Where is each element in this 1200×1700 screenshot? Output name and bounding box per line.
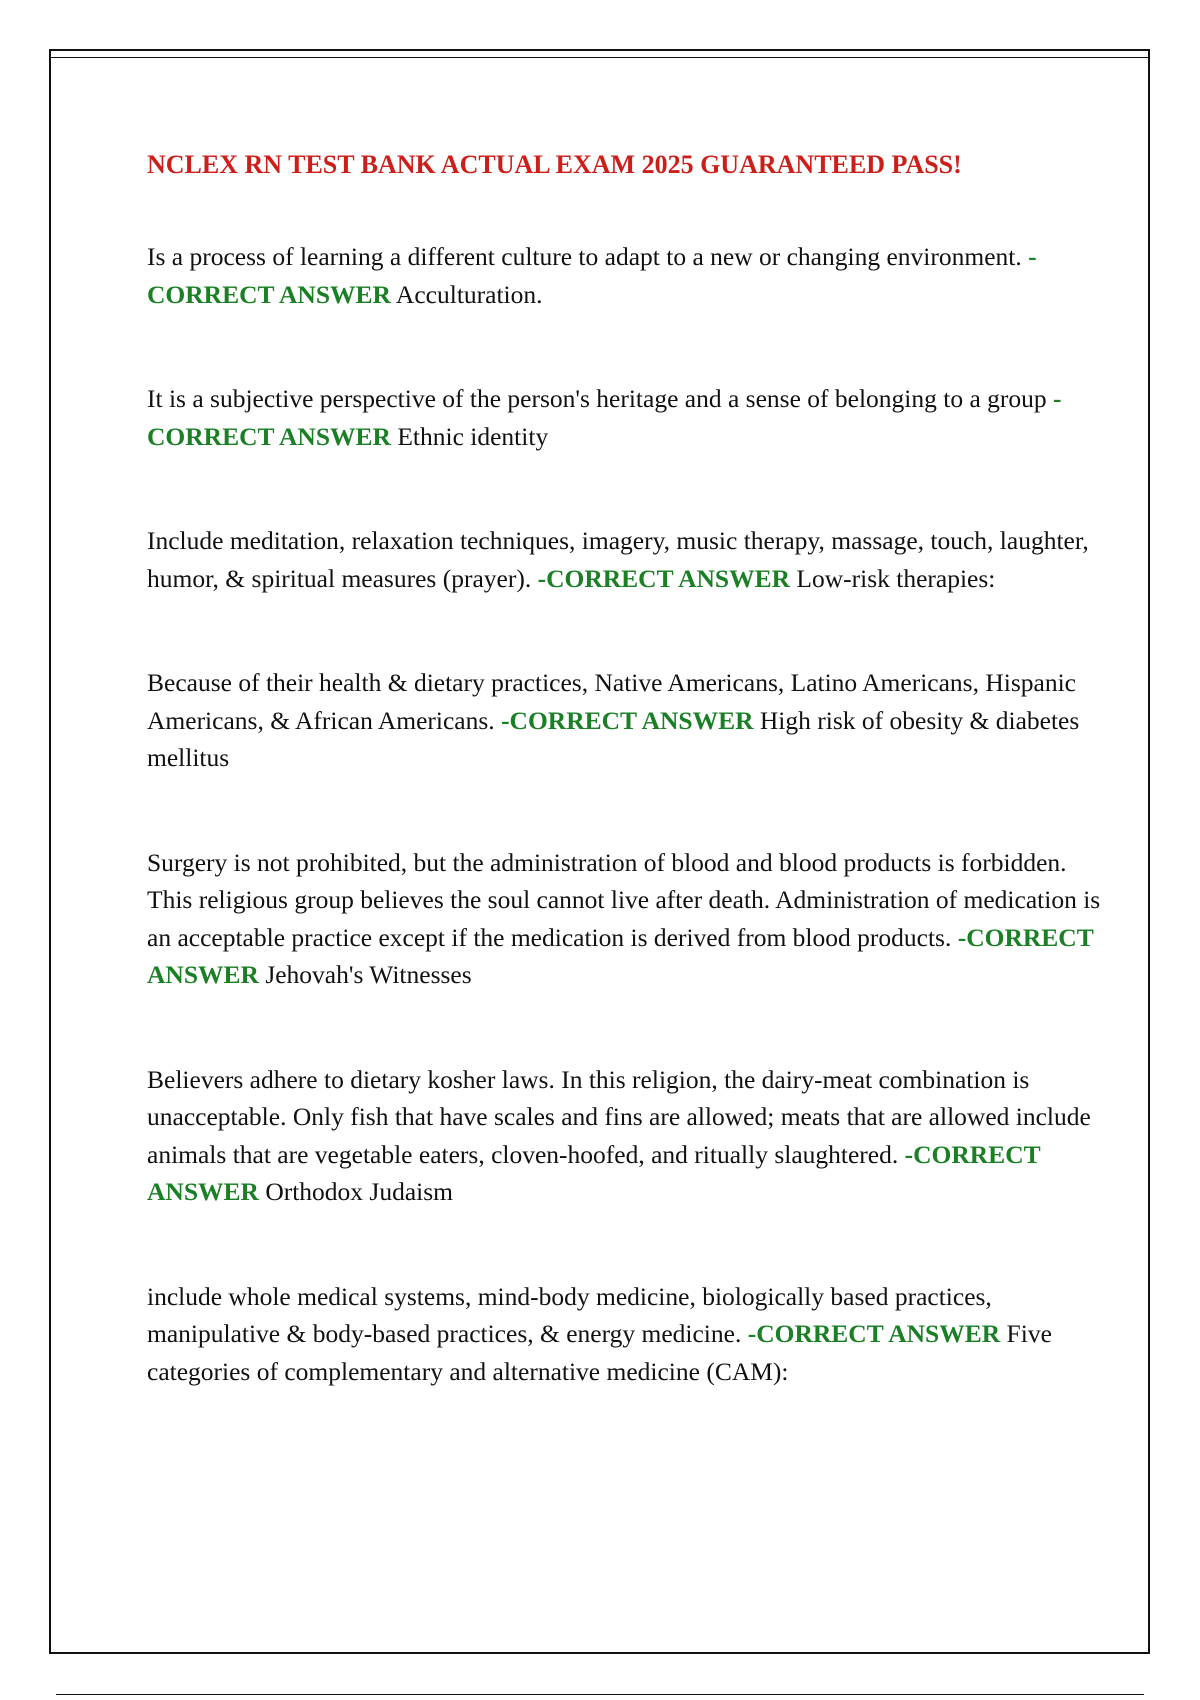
answer-text: Five categories of complementary and alternative medicine (CAM): <box>147 1319 1052 1386</box>
qa-item-5 <box>147 844 1107 994</box>
qa-item-4 <box>147 664 1107 777</box>
correct-answer-label: -CORRECT ANSWER <box>147 1139 1041 1206</box>
answer-text: Orthodox Judaism <box>258 1177 454 1206</box>
qa-item-2 <box>147 380 1107 455</box>
correct-answer-label: -CORRECT ANSWER <box>147 384 1062 451</box>
qa-item-3 <box>147 522 1107 597</box>
qa-item-7 <box>147 1278 1107 1391</box>
answer-text: Ethnic identity <box>390 421 549 451</box>
correct-answer-label: -CORRECT ANSWER <box>147 242 1037 309</box>
correct-answer-label: -CORRECT ANSWER <box>147 922 1094 989</box>
page-border <box>49 49 1150 1654</box>
answer-text: Jehovah's Witnesses <box>258 960 472 989</box>
question-text: It is a subjective perspective of the person's heritage and a sense of belonging to a group <box>147 384 1054 413</box>
question-text: include whole medical systems, mind-body medicine, biologically based practices, manipulative & body-based practices, & energy medicine. <box>147 1281 992 1348</box>
document-title: NCLEX RN TEST BANK ACTUAL EXAM 2025 GUARANTEED PASS! <box>147 150 962 179</box>
question-answer-list <box>147 238 1107 1390</box>
answer-text: Low-risk therapies: <box>790 563 996 593</box>
document-body <box>147 148 1107 1457</box>
next-page-top-rule <box>56 1694 1144 1695</box>
qa-item-1 <box>147 238 1107 313</box>
question-text: Believers adhere to dietary kosher laws. In this religion, the dairy-meat combination is unacceptable. Only fish that have scales and fins are allowed; meats that are allowed include animals that are vegetable eaters, cloven-hoofed, and ritually slaughtered. <box>147 1064 1091 1169</box>
question-text: Because of their health & dietary practices, Native Americans, Latino Americans, Hispanic Americans, & African Americans. <box>147 668 1076 735</box>
question-text: Is a process of learning a different culture to adapt to a new or changing environment. <box>147 242 1029 271</box>
correct-answer-label: -CORRECT ANSWER <box>501 705 754 735</box>
answer-text: High risk of obesity & diabetes mellitus <box>147 705 1080 772</box>
correct-answer-label: -CORRECT ANSWER <box>537 563 791 593</box>
qa-item-6 <box>147 1061 1107 1211</box>
question-text: Include meditation, relaxation techniques, imagery, music therapy, massage, touch, laughter, humor, & spiritual measures (prayer). <box>147 526 1089 593</box>
question-text: Surgery is not prohibited, but the administration of blood and blood products is forbidden. This religious group believes the soul cannot live after death. Administration of medication is an acceptable practice except if the medication is derived from blood products. <box>147 847 1101 952</box>
correct-answer-label: -CORRECT ANSWER <box>747 1319 1001 1348</box>
top-double-rule <box>51 57 1148 58</box>
answer-text: Acculturation. <box>390 279 543 309</box>
